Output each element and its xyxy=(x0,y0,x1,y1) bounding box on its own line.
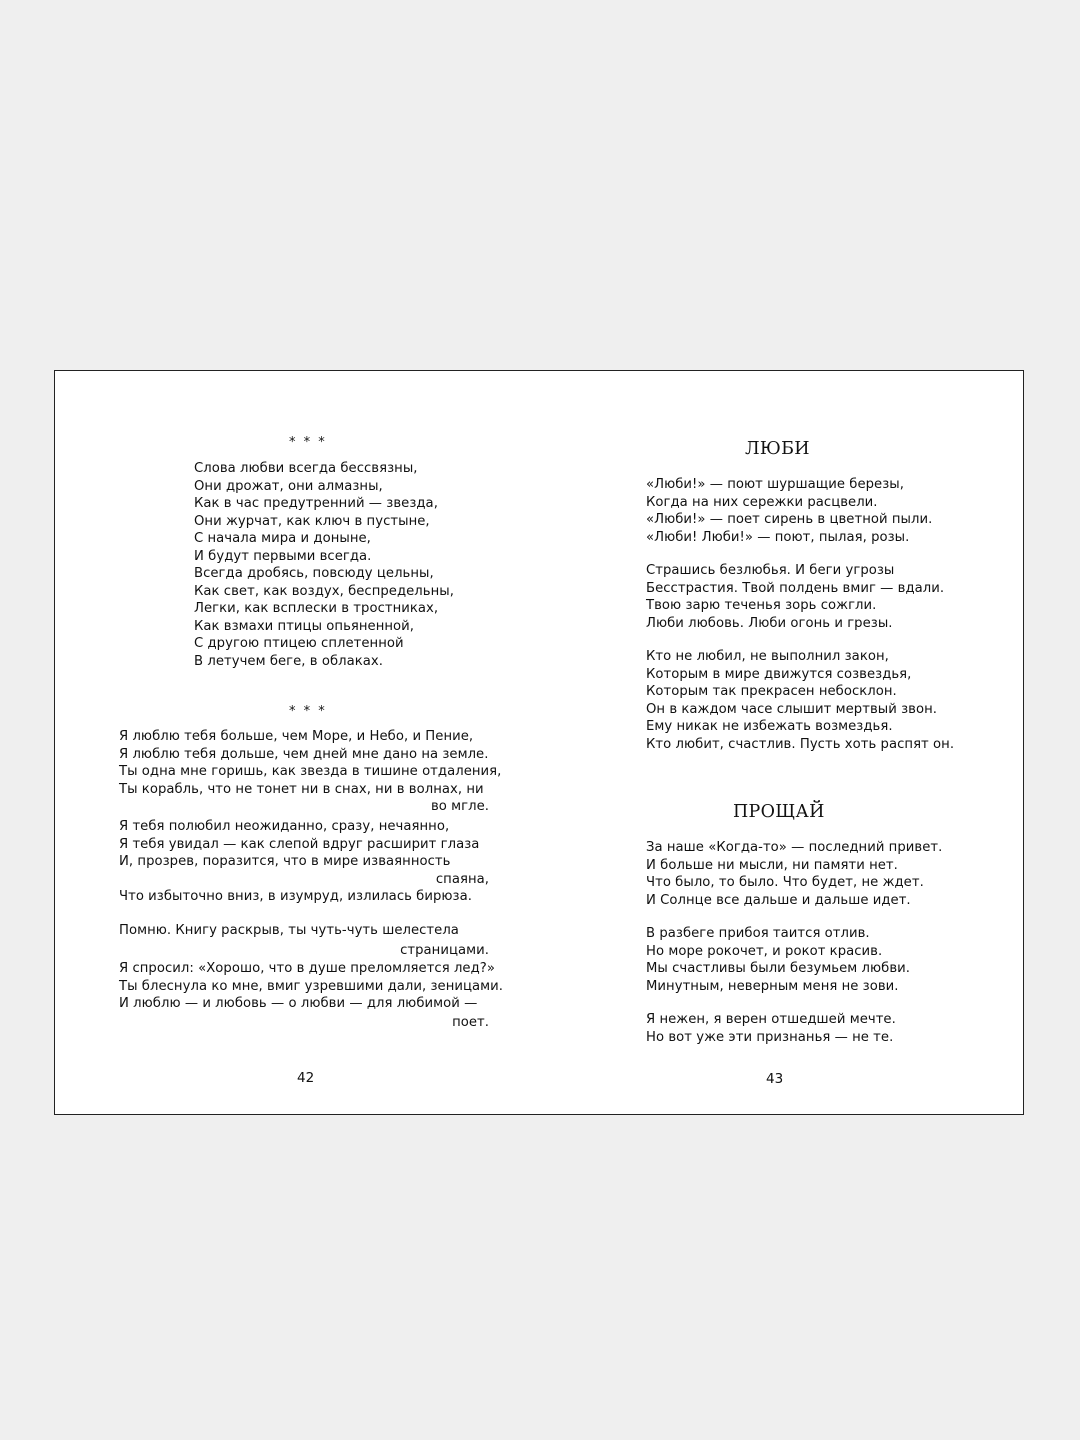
poem-line: Я тебя полюбил неожиданно, сразу, нечаянно, xyxy=(119,819,450,834)
poem-line: Но море рокочет, и рокот красив. xyxy=(646,943,883,959)
poem-line: Кто не любил, не выполнил закон, xyxy=(646,649,889,664)
poem-line: И люблю — и любовь — о любви — для любимой — xyxy=(119,996,478,1011)
poem-line: За наше «Когда-то» — последний привет. xyxy=(646,840,943,855)
poem-line: Как в час предутренний — звезда, xyxy=(194,496,438,511)
poem-line: С другою птицею сплетенной xyxy=(194,636,404,651)
poem-line-continuation: спаяна, xyxy=(435,871,489,887)
poem-line: С начала мира и доныне, xyxy=(194,531,371,546)
poem-line: Я тебя увидал — как слепой вдруг расширит глаза xyxy=(119,836,480,852)
poem-line: Которым в мире движутся созвездья, xyxy=(646,666,912,682)
poem-line: Люби любовь. Люби огонь и грезы. xyxy=(646,615,893,631)
poem-line: В летучем беге, в облаках. xyxy=(194,653,384,669)
poem-line: Ему никак не избежать возмездья. xyxy=(646,719,893,734)
poem-line: Он в каждом часе слышит мертвый звон. xyxy=(646,701,938,717)
poem-line: Но вот уже эти признанья — не те. xyxy=(646,1029,894,1045)
poem-line: И будут первыми всегда. xyxy=(194,548,372,564)
poem-line: Что избыточно вниз, в изумруд, излилась бирюза. xyxy=(119,889,472,904)
page-number-right: 43 xyxy=(766,1071,784,1087)
poem-line: В разбеге прибоя таится отлив. xyxy=(646,926,870,941)
poem-line: Слова любви всегда бессвязны, xyxy=(194,461,418,476)
page-number-left: 42 xyxy=(297,1070,315,1086)
poem-line-continuation: поет. xyxy=(452,1015,489,1030)
poem-line: Они дрожат, они алмазны, xyxy=(194,478,383,494)
poem-line: Я люблю тебя дольше, чем дней мне дано на земле. xyxy=(119,746,489,762)
poem-line: Легки, как всплески в тростниках, xyxy=(194,601,439,616)
poem-line: Мы счастливы были безумьем любви. xyxy=(646,961,911,976)
book-spread xyxy=(54,370,1024,1115)
poem-line-continuation: страницами. xyxy=(400,943,489,958)
poem-line: Как взмахи птицы опьяненной, xyxy=(194,618,415,634)
poem-line: Ты корабль, что не тонет ни в снах, ни в волнах, ни xyxy=(119,781,484,797)
poem-line: Твою зарю теченья зорь сожгли. xyxy=(646,598,877,613)
poem-line: Как свет, как воздух, беспредельны, xyxy=(194,583,454,599)
poem-title-proshchay: ПРОЩАЙ xyxy=(733,802,825,822)
poem-line: Страшись безлюбья. И беги угрозы xyxy=(646,563,895,578)
poem-line: Помню. Книгу раскрыв, ты чуть-чуть шелестела xyxy=(119,923,459,938)
poem-line: Бесстрастия. Твой полдень вмиг — вдали. xyxy=(646,580,945,596)
poem-line: Я люблю тебя больше, чем Море, и Небо, и Пение, xyxy=(119,729,474,744)
poem-line: Я нежен, я верен отшедшей мечте. xyxy=(646,1012,896,1027)
poem-line: И Солнце все дальше и дальше идет. xyxy=(646,892,911,908)
poem-line: «Люби!» — поют шуршащие березы, xyxy=(646,477,904,492)
poem-line: «Люби! Люби!» — поют, пылая, розы. xyxy=(646,529,910,545)
poem-title-lyubi: ЛЮБИ xyxy=(745,439,810,459)
poem-line-continuation: во мгле. xyxy=(430,799,489,814)
poem-line: Минутным, неверным меня не зови. xyxy=(646,978,899,994)
poem-line: Когда на них сережки расцвели. xyxy=(646,494,878,510)
section-divider-stars: * * * xyxy=(289,704,327,719)
poem-line: Которым так прекрасен небосклон. xyxy=(646,684,897,699)
poem-line: «Люби!» — поет сирень в цветной пыли. xyxy=(646,512,933,527)
poem-line: Что было, то было. Что будет, не ждет. xyxy=(646,875,924,890)
poem-line: Всегда дробясь, повсюду цельны, xyxy=(194,566,434,581)
poem-line: Ты одна мне горишь, как звезда в тишине отдаления, xyxy=(119,764,502,779)
poem-line: Я спросил: «Хорошо, что в душе преломляется лед?» xyxy=(119,961,495,976)
poem-line: Ты блеснула ко мне, вмиг узревшими дали, зеницами. xyxy=(119,978,504,994)
poem-line: Кто любит, счастлив. Пусть хоть распят он. xyxy=(646,736,955,752)
poem-line: Они журчат, как ключ в пустыне, xyxy=(194,513,430,529)
poem-line: И, прозрев, поразится, что в мире изваянность xyxy=(119,854,451,869)
section-divider-stars: * * * xyxy=(289,435,327,450)
poem-line: И больше ни мысли, ни памяти нет. xyxy=(646,857,898,873)
